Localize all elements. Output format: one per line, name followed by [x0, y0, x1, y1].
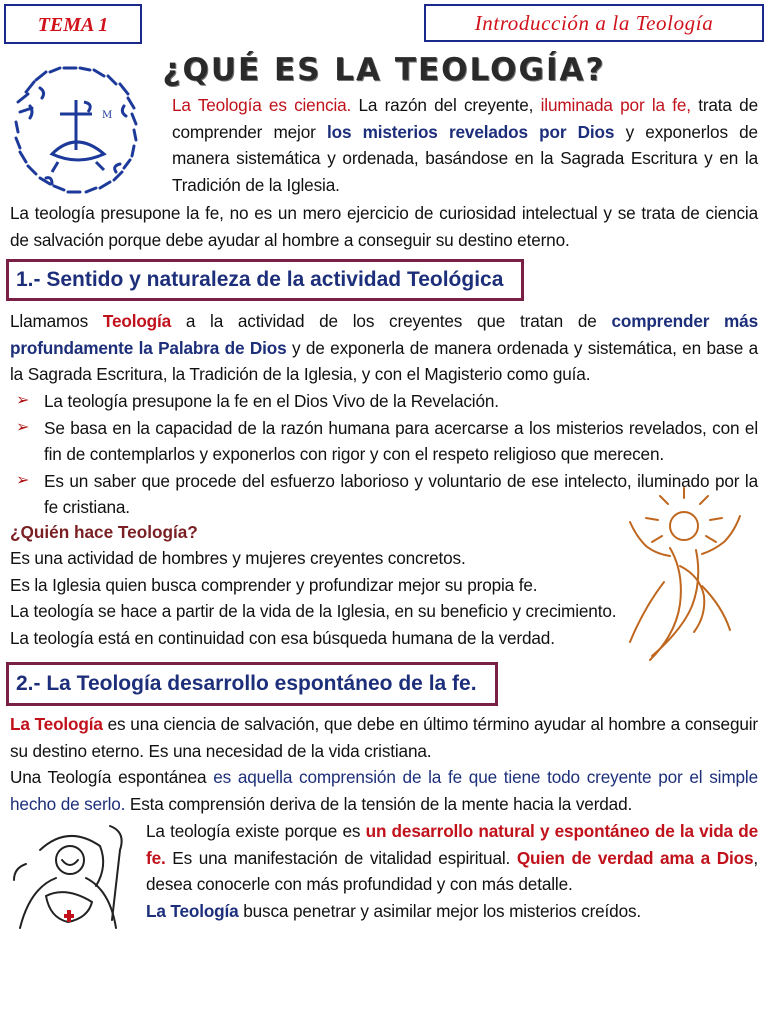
list-item: La teología está en continuidad con esa búsqueda humana de la verdad. — [10, 627, 555, 648]
arrow-bullet-icon: ➢ — [16, 471, 30, 489]
list-item: ➢ La teología presupone la fe en el Dios Vivo de la Revelación. — [10, 388, 758, 415]
list-item: ➢ Se basa en la capacidad de la razón humana para acercarse a los misterios revelados, con el fin de contemplarlos y exponerlos con rigor y con el respeto religioso que merecen. — [10, 415, 758, 468]
tema-label: TEMA 1 — [4, 4, 142, 44]
christian-seal-icon — [6, 62, 162, 202]
section-1-heading: 1.- Sentido y naturaleza de la actividad Teológica — [6, 259, 524, 301]
section-2-heading: 2.- La Teología desarrollo espontáneo de la fe. — [6, 662, 498, 706]
page-title: ¿QUÉ ES LA TEOLOGÍA? — [162, 52, 606, 88]
intro-paragraph: La Teología es ciencia. La razón del creyente, iluminada por la fe, trata de comprender mejor los misterios revelados por Dios y exponerlos de manera sistemática y ordenada, basándose en la Sagrada Escritura y en la Tradición de la Iglesia. — [172, 95, 758, 195]
good-shepherd-icon — [6, 820, 138, 932]
section-1-paragraph: Llamamos Teología a la actividad de los creyentes que tratan de comprender más profundamente la Palabra de Dios y de exponerla de manera ordenada y sistemática, en base a la Sagrada Escritura, la Tradición de la Iglesia, y con el Magisterio como guía. — [10, 311, 758, 384]
section-2-paragraph-3: La teología existe porque es un desarrollo natural y espontáneo de la vida de fe. Es una manifestación de vitalidad espiritual. Quien de verdad ama a Dios, desea conocerle con más profundidad y con más detalle. — [146, 821, 758, 894]
list-item: Es una actividad de hombres y mujeres creyentes concretos. — [10, 548, 466, 568]
section-2-paragraph-1: La Teología es una ciencia de salvación, que debe en último término ayudar al hombre a conseguir su destino eterno. Es una necesidad de la vida cristiana. — [10, 714, 759, 761]
list-item: ➢ Es un saber que procede del esfuerzo laborioso y voluntario de ese intelecto, iluminado por la fe cristiana. — [10, 468, 758, 521]
intro-paragraph-2: La teología presupone la fe, no es un mero ejercicio de curiosidad intelectual y se trata de ciencia de salvación porque debe ayudar al hombre a conseguir su destino eterno. — [10, 203, 758, 250]
arrow-bullet-icon: ➢ — [16, 392, 30, 409]
course-title: Introducción a la Teología — [424, 4, 764, 42]
svg-text:M: M — [102, 110, 113, 121]
list-item: Es la Iglesia quien busca comprender y profundizar mejor su propia fe. — [10, 574, 538, 595]
intro-emphasis: La Teología es ciencia. — [172, 95, 352, 115]
section-2-paragraph-4: La Teología busca penetrar y asimilar mejor los misterios creídos. — [146, 901, 642, 921]
list-item: La teología se hace a partir de la vida de la Iglesia, en su beneficio y crecimiento. — [10, 601, 617, 621]
who-does-theology-lines — [10, 545, 650, 651]
risen-christ-icon — [610, 486, 760, 666]
arrow-bullet-icon: ➢ — [16, 418, 30, 436]
who-does-theology-heading: ¿Quién hace Teología? — [10, 522, 198, 542]
section-2-paragraph-2: Una Teología espontánea es aquella comprensión de la fe que tiene todo creyente por el simple hecho de serlo. Esta comprensión deriva de la tensión de la mente hacia la verdad. — [10, 767, 758, 814]
